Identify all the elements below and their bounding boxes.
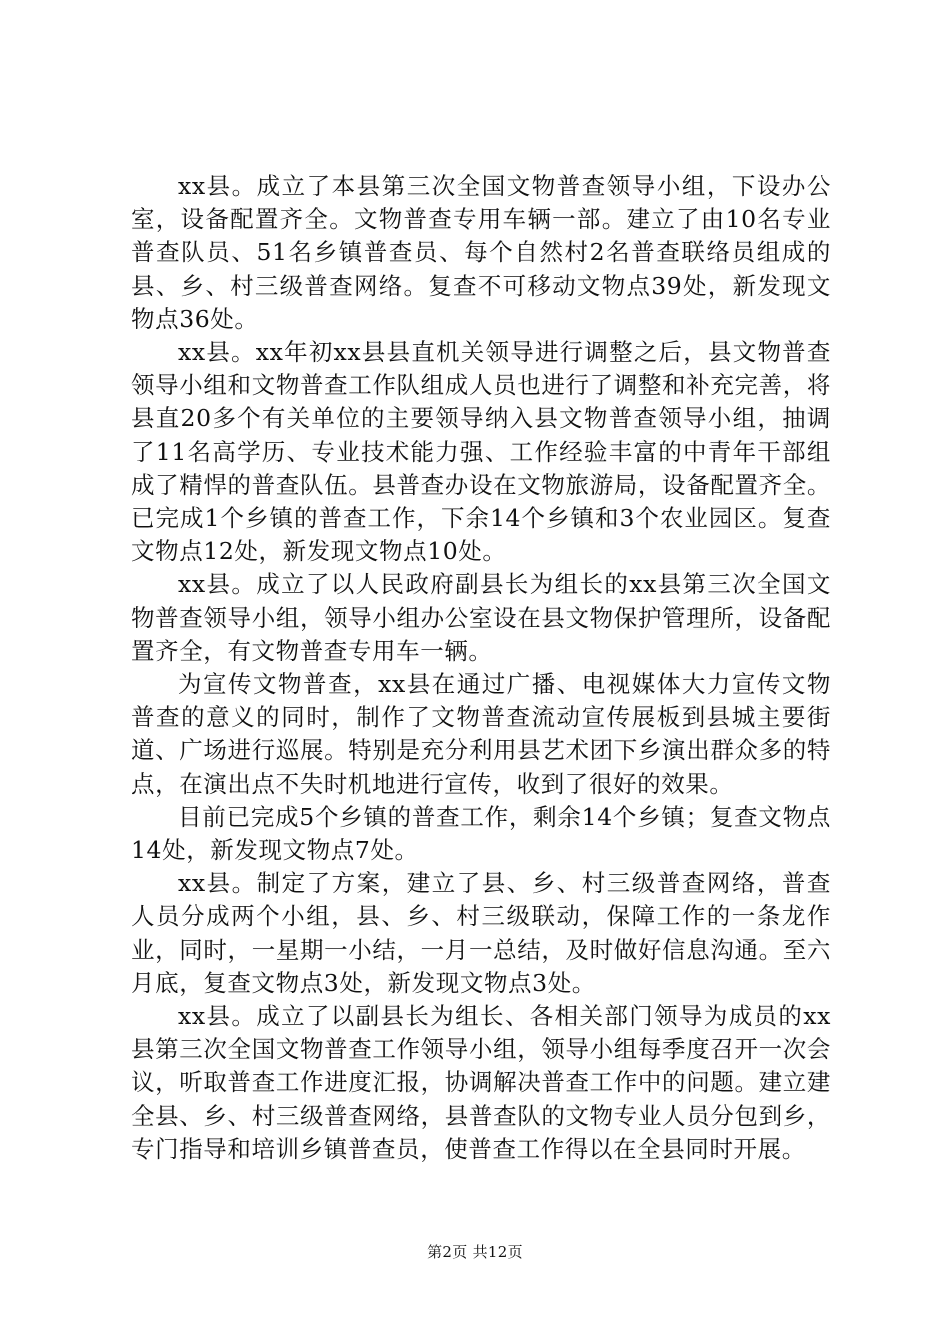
paragraph: 目前已完成5个乡镇的普查工作，剩余14个乡镇；复查文物点14处，新发现文物点7处。 (131, 802, 831, 865)
page-number: 第2页 共12页 (427, 1243, 523, 1261)
page-footer (0, 1242, 950, 1262)
paragraph: xx县。成立了以人民政府副县长为组长的xx县第三次全国文物普查领导小组，领导小组办公室设在县文物保护管理所，设备配置齐全，有文物普查专用车一辆。 (131, 570, 831, 665)
paragraph: xx县。成立了本县第三次全国文物普查领导小组，下设办公室，设备配置齐全。文物普查专用车辆一部。建立了由10名专业普查队员、51名乡镇普查员、每个自然村2名普查联络员组成的县、乡、村三级普查网络。复查不可移动文物点39处，新发现文物点36处。 (131, 172, 831, 333)
paragraph: 为宣传文物普查，xx县在通过广播、电视媒体大力宣传文物普查的意义的同时，制作了文物普查流动宣传展板到县城主要街道、广场进行巡展。特别是充分利用县艺术团下乡演出群众多的特点，在演出点不失时机地进行宣传，收到了很好的效果。 (131, 670, 831, 798)
paragraph: xx县。成立了以副县长为组长、各相关部门领导为成员的xx县第三次全国文物普查工作领导小组，领导小组每季度召开一次会议，听取普查工作进度汇报，协调解决普查工作中的问题。建立建全县、乡、村三级普查网络，县普查队的文物专业人员分包到乡，专门指导和培训乡镇普查员，使普查工作得以在全县同时开展。 (131, 1002, 831, 1163)
paragraph: xx县。xx年初xx县县直机关领导进行调整之后，县文物普查领导小组和文物普查工作队组成人员也进行了调整和补充完善，将县直20多个有关单位的主要领导纳入县文物普查领导小组，抽调了11名高学历、专业技术能力强、工作经验丰富的中青年干部组成了精悍的普查队伍。县普查办设在文物旅游局，设备配置齐全。已完成1个乡镇的普查工作，下余14个乡镇和3个农业园区。复查文物点12处，新发现文物点10处。 (131, 338, 831, 566)
document-body (131, 170, 831, 1166)
paragraph: xx县。制定了方案，建立了县、乡、村三级普查网络，普查人员分成两个小组，县、乡、村三级联动，保障工作的一条龙作业，同时，一星期一小结，一月一总结，及时做好信息沟通。至六月底，复查文物点3处，新发现文物点3处。 (131, 869, 831, 997)
